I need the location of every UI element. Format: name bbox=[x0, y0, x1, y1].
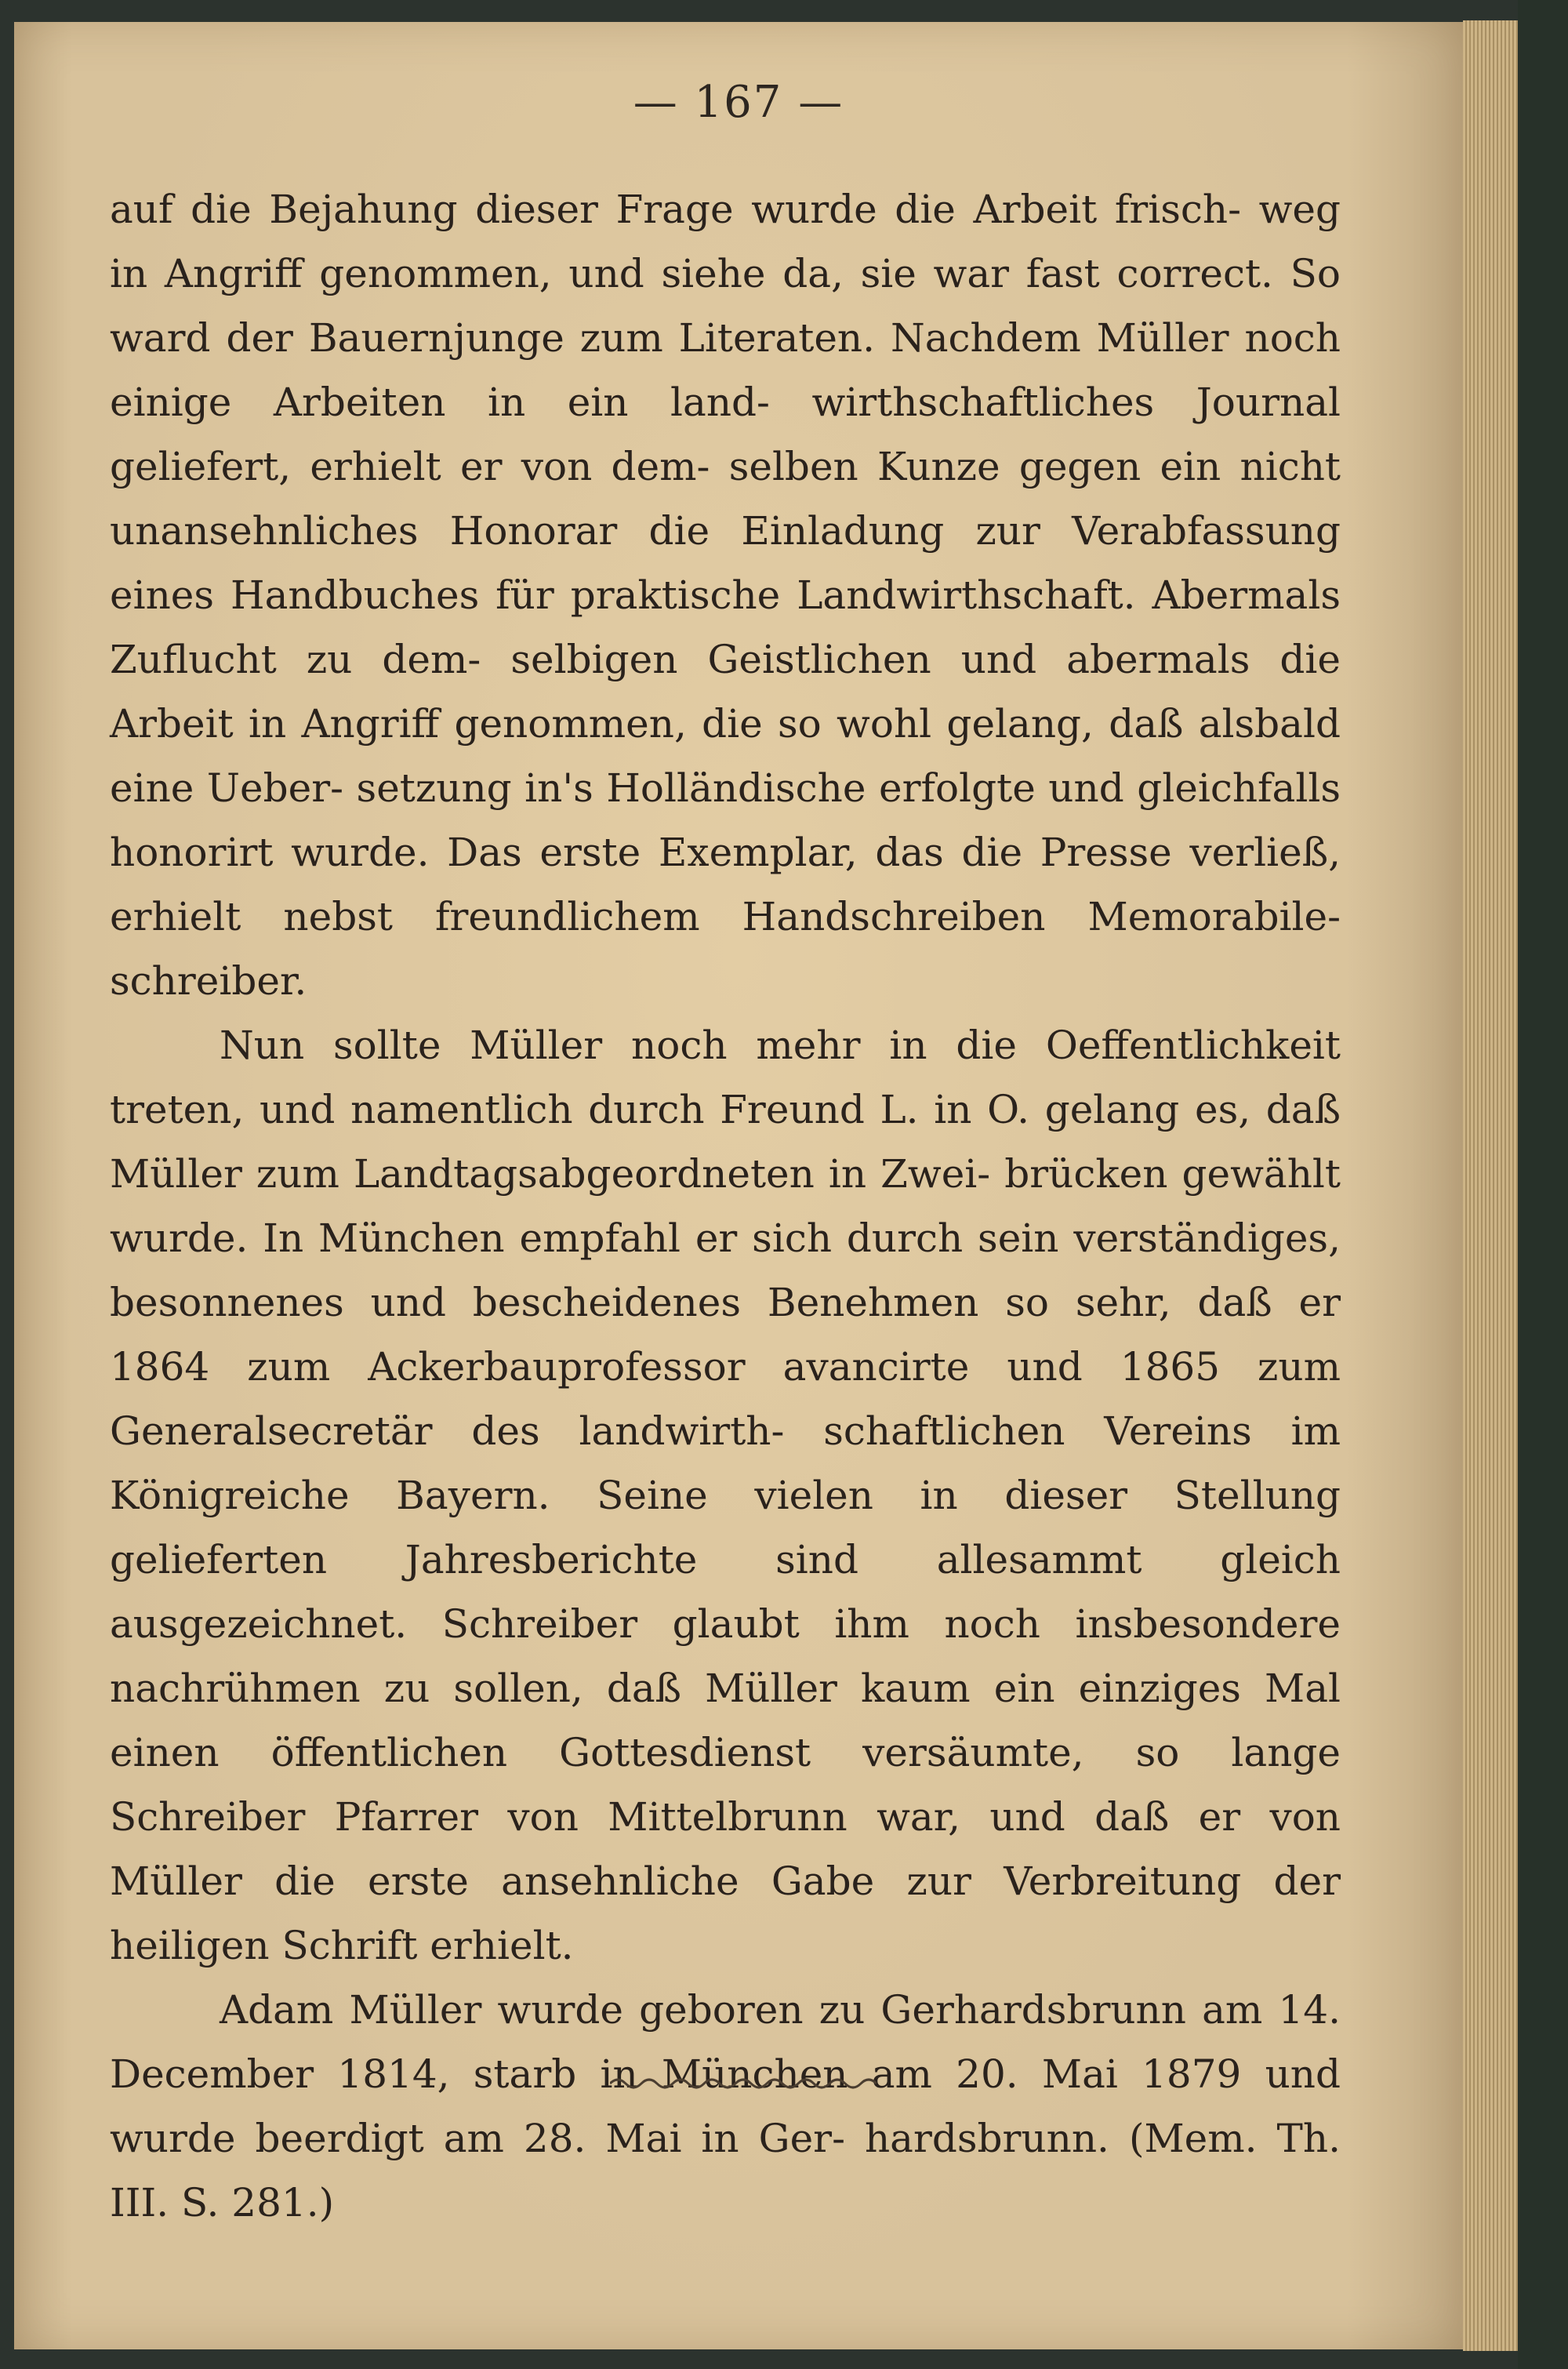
page-edges bbox=[1463, 20, 1518, 2351]
page-number: — 167 — bbox=[633, 77, 844, 128]
body-text bbox=[110, 177, 1341, 2235]
book-cover bbox=[1518, 0, 1568, 2369]
paragraph-2: Nun sollte Müller noch mehr in die Oeffentlichkeit treten, und namentlich durch Freund L. in O. gelang es, daß Müller zum Landtagsabgeordneten in Zwei- brücken gewählt wurde. In München empfahl er sich durch sein verständiges, besonnenes und bescheidenes Benehmen so sehr, daß er 1864 zum Ackerbauprofessor avancirte und 1865 zum Generalsecretär des landwirth- schaftlichen Vereins im Königreiche Bayern. Seine vielen in dieser Stellung gelieferten Jahresberichte sind allesammt gleich ausgezeichnet. Schreiber glaubt ihm noch insbesondere nachrühmen zu sollen, daß Müller kaum ein einziges Mal einen öffentlichen Gottesdienst versäumte, so lange Schreiber Pfarrer von Mittelbrunn war, und daß er von Müller die erste ansehnliche Gabe zur Verbreitung der heiligen Schrift erhielt. bbox=[110, 1023, 1341, 1968]
end-ornament bbox=[610, 2072, 877, 2095]
paragraph-1: auf die Bejahung dieser Frage wurde die Arbeit frisch- weg in Angriff genommen, und siehe da, sie war fast correct. So ward der Bauernjunge zum Literaten. Nachdem Müller noch einige Arbeiten in ein land- wirthschaftliches Journal geliefert, erhielt er von dem- selben Kunze gegen ein nicht unansehnliches Honorar die Einladung zur Verabfassung eines Handbuches für praktische Landwirthschaft. Abermals Zuflucht zu dem- selbigen Geistlichen und abermals die Arbeit in Angriff genommen, die so wohl gelang, daß alsbald eine Ueber- setzung in's Holländische erfolgte und gleichfalls honorirt wurde. Das erste Exemplar, das die Presse verließ, erhielt nebst freundlichem Handschreiben Memorabile- schreiber. bbox=[110, 187, 1341, 1004]
paragraph-3: Adam Müller wurde geboren zu Gerhardsbrunn am 14. December 1814, starb in München am 20. Mai 1879 und wurde beerdigt am 28. Mai in Ger- hardsbrunn. (Mem. Th. III. S. 281.) bbox=[110, 1987, 1341, 2225]
book-page bbox=[14, 22, 1463, 2349]
